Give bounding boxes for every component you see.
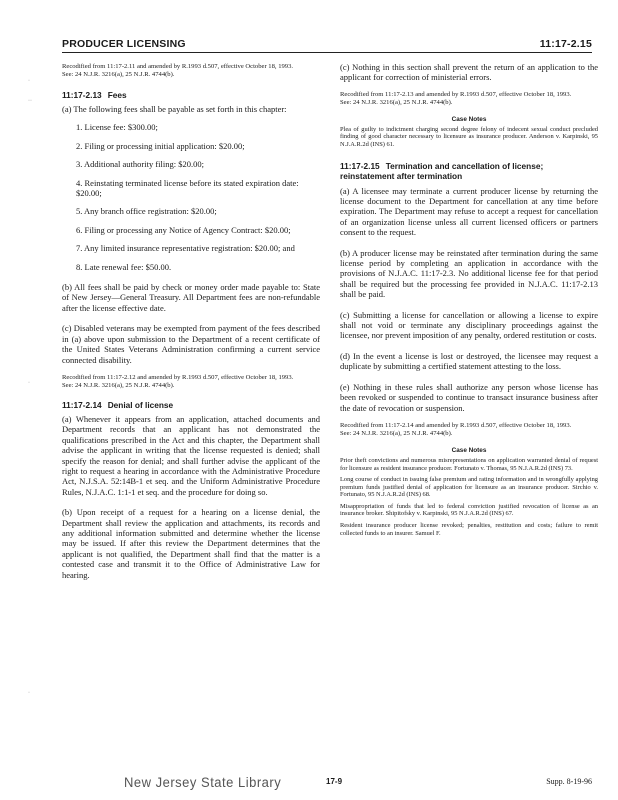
- termination-paragraph-b: (b) A producer license may be reinstated after termination during the same license period by completing an application in accordance with the provisions of N.J.A.C. 11:17-2.3. No additional license fee for that period shall be required but the processing fee provided in N.J.A.C. 11:17-2.13 shall be paid.: [340, 247, 598, 300]
- case-note: Resident insurance producer license revoked; penalties, restitution and costs; failure to remit collected funds to an insurer. Samuel F.: [340, 522, 598, 537]
- source-note: Recodified from 11:17-2.11 and amended by R.1993 d.507, effective October 18, 1993.: [62, 63, 294, 70]
- section-title: Termination and cancellation of license; reinstatement after termination: [340, 160, 544, 181]
- fee-item: 1. License fee: $300.00;: [76, 122, 158, 133]
- section-title: Denial of license: [107, 399, 174, 410]
- fee-item: 5. Any branch office registration: $20.00;: [76, 206, 217, 217]
- see-note: See: 24 N.J.R. 3216(a), 25 N.J.R. 4744(b).: [62, 71, 175, 78]
- header-title: PRODUCER LICENSING: [62, 38, 186, 50]
- fees-paragraph-b: (b) All fees shall be paid by check or money order made payable to: State of New Jersey—General Treasury. All Department fees are non-refundable after the license effective date.: [62, 282, 320, 313]
- case-note: Prior theft convictions and numerous misrepresentations on application warranted denial of request for licensure as resident insurance producer. Fortunato v. Thomas, 95 N.J.A.R.2d (INS) 73.: [340, 456, 598, 472]
- library-stamp: New Jersey State Library: [124, 774, 282, 791]
- denial-paragraph-b: (b) Upon receipt of a request for a hearing on a license denial, the Department shall review the application and attachments, its records and any additional information submitted and determine whether the license may be issued. If after this review the Department determines that the applicant is not qualified, the Department shall find that the matter is a contested case and transmit it to the Office of Administrative Law for hearing.: [62, 507, 320, 580]
- case-notes-title: Case Notes: [451, 446, 487, 454]
- fees-paragraph-c: (c) Disabled veterans may be exempted from payment of the fees described in (a) above upon submission to the Department of a recent certificate of the United States Veterans Administration confirming a current service connected disability.: [62, 323, 320, 365]
- case-note: Misappropriation of funds that led to federal conviction justified revocation of license as an insurance broker. Shipitofsky v. Karpinski, 95 N.J.A.R.2d (INS) 67.: [340, 502, 598, 518]
- header-rule: [62, 52, 592, 53]
- fee-item: 6. Filing or processing any Notice of Agency Contract: $20.00;: [76, 224, 291, 235]
- section-number: 11:17-2.15: [340, 160, 380, 171]
- section-title: Fees: [107, 90, 127, 100]
- fee-item: 8. Late renewal fee: $50.00.: [76, 261, 172, 272]
- scan-speck: ·: [28, 690, 30, 696]
- case-note: Long course of conduct in issuing false premium and rating information and in wrongfully applying premium funds justified denial of application for licensure as an insurance producer. Sirchio v. Fortunato, 95 N.J.A.R.2d (INS) 68.: [340, 476, 598, 499]
- see-note: See: 24 N.J.R. 3216(a), 25 N.J.R. 4744(b).: [340, 429, 453, 437]
- section-heading-fees: [62, 90, 320, 100]
- left-column: [62, 60, 320, 580]
- case-notes-title: Case Notes: [451, 115, 487, 123]
- scan-speck: ··: [28, 98, 32, 104]
- source-note: Recodified from 11:17-2.14 and amended by R.1993 d.507, effective October 18, 1993.: [340, 421, 572, 429]
- paragraph-c: (c) Nothing in this section shall prevent the return of an application to the applicant for correction of ministerial errors.: [340, 62, 598, 83]
- fee-item: 2. Filing or processing initial application: $20.00;: [76, 140, 245, 151]
- right-column: [340, 60, 598, 537]
- section-heading-denial: [62, 400, 320, 410]
- fee-item: 7. Any limited insurance representative registration: $20.00; and: [76, 243, 295, 254]
- termination-paragraph-c: (c) Submitting a license for cancellation or allowing a license to expire shall not void or terminate any disciplinary proceedings against the licensee, nor prevent imposition of any penalty, ordered restitution or costs.: [340, 309, 598, 341]
- termination-paragraph-e: (e) Nothing in these rules shall authorize any person whose license has been revoked or suspended to continue to transact insurance business after the date of revocation or suspension.: [340, 381, 598, 413]
- see-note: See: 24 N.J.R. 3216(a), 25 N.J.R. 4744(b).: [340, 98, 453, 106]
- denial-paragraph-a: (a) Whenever it appears from an application, attached documents and Department records that an applicant has not demonstrated the qualifications prescribed in the Act and this chapter, the Department shall advise the applicant in writing that the license requested is denied; shall specify the reason for denial; and shall further advise the applicant of the right to request a hearing in accordance with the Administrative Procedure Act, N.J.S.A. 52:14B-1 et seq. and the Uniform Administrative Procedure Rules, N.J.A.C. 1:1-1 et seq. and the procedure for doing so.: [62, 413, 320, 497]
- fees-intro: (a) The following fees shall be payable as set forth in this chapter:: [62, 104, 287, 114]
- termination-paragraph-a: (a) A licensee may terminate a current producer license by returning the license document to the Department for cancellation at any time before expiration. The Department may refuse to accept a request for cancellation of an organization license unless all current licensed officers or partners consent to the request.: [340, 185, 598, 238]
- see-note: See: 24 N.J.R. 3216(a), 25 N.J.R. 4744(b).: [62, 381, 175, 389]
- header-section: 11:17-2.15: [539, 38, 592, 50]
- source-note: Recodified from 11:17-2.12 and amended by R.1993 d.507, effective October 18, 1993.: [62, 373, 294, 381]
- fee-item: 4. Reinstating terminated license before its stated expiration date: $20.00;: [76, 177, 299, 199]
- scan-speck: ·: [28, 380, 30, 386]
- source-note: Recodified from 11:17-2.13 and amended by R.1993 d.507, effective October 18, 1993.: [340, 90, 572, 98]
- termination-paragraph-d: (d) In the event a license is lost or destroyed, the licensee may request a duplicate by submitting a certified statement attesting to the loss.: [340, 350, 598, 372]
- page-number: 17-9: [326, 777, 343, 786]
- section-number: 11:17-2.13: [62, 90, 102, 100]
- supplement-date: Supp. 8-19-96: [546, 777, 592, 786]
- scan-speck: ·: [28, 78, 30, 84]
- section-heading-termination: [340, 161, 598, 181]
- fee-item: 3. Additional authority filing: $20.00;: [76, 159, 204, 170]
- running-header: [62, 38, 592, 52]
- section-number: 11:17-2.14: [62, 399, 102, 410]
- case-note: Plea of guilty to indictment charging second degree felony of indecent sexual conduct precluded finding of good character necessary to licensure as insurance producer. Anderson v. Karpinski, 95 N.J.A.R.2d (INS) 61.: [340, 125, 598, 148]
